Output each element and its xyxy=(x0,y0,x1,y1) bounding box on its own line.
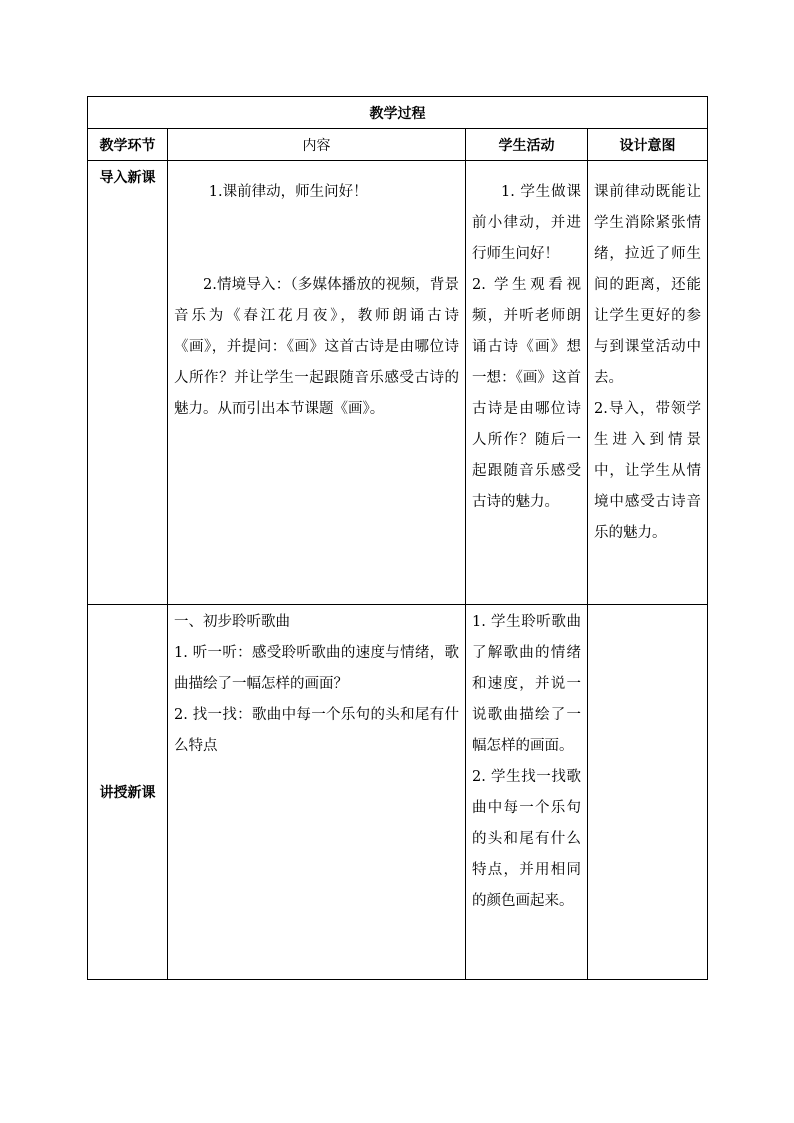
intro-student-cell xyxy=(466,161,588,605)
teach-student-item-2: 2. 学生找一找歌曲中每一个乐句的头和尾有什么特点，并用相同的颜色画起来。 xyxy=(472,769,581,909)
header-design-intent: 设计意图 xyxy=(588,129,708,161)
teach-student-cell xyxy=(466,605,588,980)
stage-label-teach: 讲授新课 xyxy=(88,605,168,980)
intro-content-item-1: 1.课前律动，师生问好！ xyxy=(208,184,368,200)
teach-content-item-1: 一、初步聆听歌曲 xyxy=(174,614,290,630)
intro-content-item-2: 2.情境导入：（多媒体播放的视频，背景音乐为《春江花月夜》，教师朗诵古诗《画》，并提问：《画》这首古诗是由哪位诗人所作？并让学生一起跟随音乐感受古诗的魅力。从而引出本节课题《画》。 xyxy=(174,277,459,417)
table-row-teach xyxy=(88,605,708,980)
intro-content-cell xyxy=(168,161,466,605)
intro-student-item-1: 1. 学生做课前小律动，并进行师生问好！ xyxy=(472,184,581,262)
teach-content-item-3: 2. 找一找：歌曲中每一个乐句的头和尾有什么特点 xyxy=(174,707,459,754)
teaching-process-table xyxy=(87,96,708,980)
header-student-activity: 学生活动 xyxy=(466,129,588,161)
intro-student-item-2: 2. 学生观看视频，并听老师朗诵古诗《画》想一想：《画》这首古诗是由哪位诗人所作？随后一起跟随音乐感受古诗的魅力。 xyxy=(472,277,581,510)
header-content: 内容 xyxy=(168,129,466,161)
table-title: 教学过程 xyxy=(88,97,708,129)
intro-design-cell xyxy=(588,161,708,605)
intro-design-item-1: 课前律动既能让学生消除紧张情绪，拉近了师生间的距离，还能让学生更好的参与到课堂活动中去。 xyxy=(594,184,701,386)
header-stage: 教学环节 xyxy=(88,129,168,161)
teach-content-cell xyxy=(168,605,466,980)
intro-design-item-2: 2.导入，带领学生进入到情景中，让学生从情境中感受古诗音乐的魅力。 xyxy=(594,401,701,541)
stage-label-intro: 导入新课 xyxy=(88,161,168,605)
teach-student-item-1: 1. 学生聆听歌曲了解歌曲的情绪和速度，并说一说歌曲描绘了一幅怎样的画面。 xyxy=(472,614,581,754)
teach-content-item-2: 1. 听一听：感受聆听歌曲的速度与情绪，歌曲描绘了一幅怎样的画面？ xyxy=(174,645,459,692)
table-row-intro xyxy=(88,161,708,605)
teach-design-cell xyxy=(588,605,708,980)
